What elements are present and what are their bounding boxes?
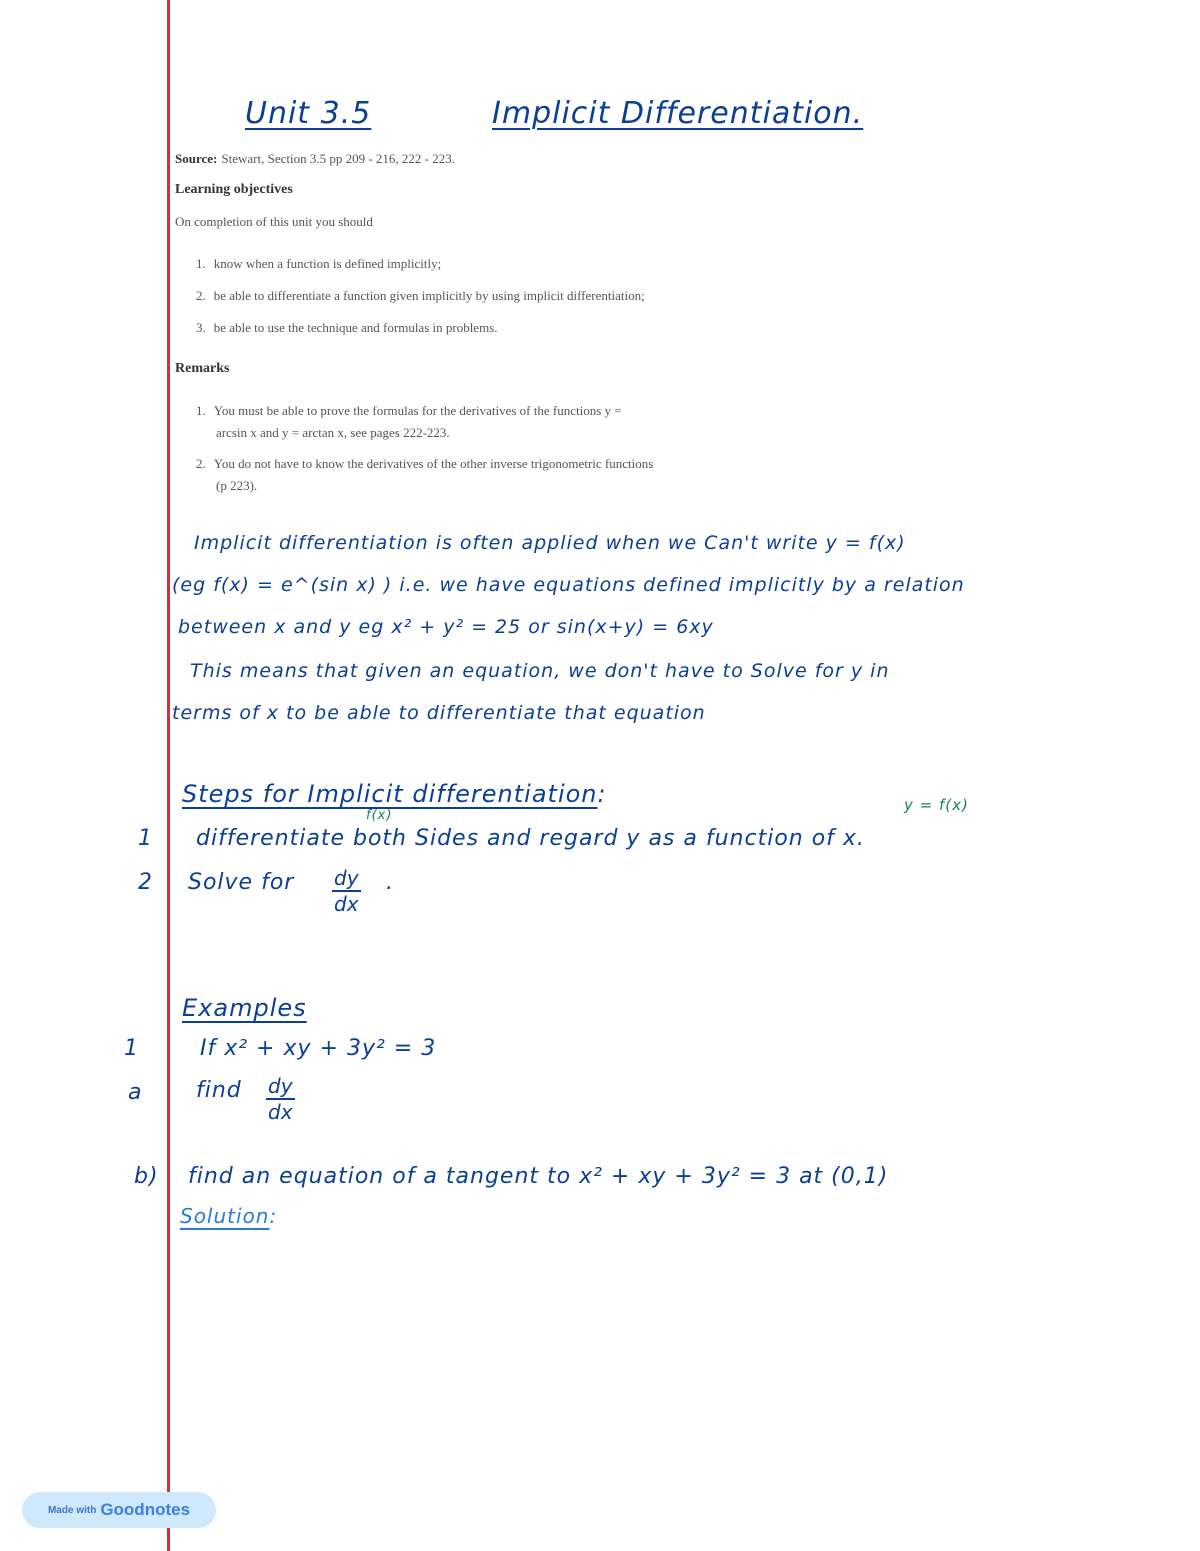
note-line: between x and y eg x² + y² = 25 or sin(x+y) = 6xy [178, 616, 714, 638]
part-a-text: find [196, 1078, 242, 1103]
topic-title: Implicit Differentiation. [492, 96, 864, 131]
step-number: 2 [138, 870, 153, 895]
step-number: 1 [138, 826, 153, 851]
example-number: 1 [124, 1036, 139, 1061]
unit-title: Unit 3.5 [245, 96, 372, 131]
note-line: This means that given an equation, we don't have to Solve for y in [190, 660, 890, 682]
step-text: Solve for [188, 870, 295, 895]
note-line: (eg f(x) = e^(sin x) ) i.e. we have equations defined implicitly by a relation [172, 574, 965, 596]
source-text: Stewart, Section 3.5 pp 209 - 216, 222 - 223. [221, 151, 455, 166]
solution-label: Solution: [180, 1204, 278, 1228]
part-a-label: a [128, 1080, 143, 1105]
example-equation: If x² + xy + 3y² = 3 [200, 1036, 437, 1061]
objective-item: 2. be able to differentiate a function given implicitly by using implicit differentiation; [196, 288, 645, 303]
green-annotation: y = f(x) [904, 796, 969, 814]
remarks-heading: Remarks [175, 361, 230, 376]
goodnotes-badge [22, 1492, 216, 1528]
remark-item-continuation: arcsin x and y = arctan x, see pages 222-223. [216, 425, 450, 440]
part-b-label: b) [134, 1164, 159, 1189]
goodnotes-logo-text: Goodnotes [100, 1500, 191, 1519]
part-b-text: find an equation of a tangent to x² + xy + 3y² = 3 at (0,1) [188, 1164, 889, 1189]
dy-dx-fraction: $\frac{dy}{dx}$ [334, 866, 359, 916]
source-label: Source: [175, 151, 218, 166]
examples-heading: Examples [182, 994, 307, 1022]
step-period: . [386, 870, 394, 895]
remark-item-continuation: (p 223). [216, 478, 258, 493]
source-line [175, 151, 455, 167]
dy-dx-fraction: $\frac{dy}{dx}$ [268, 1074, 293, 1124]
remark-item: 1. You must be able to prove the formulas for the derivatives of the functions y = [196, 403, 622, 418]
note-line: terms of x to be able to differentiate that equation [172, 702, 706, 724]
notebook-margin-line [167, 0, 170, 1551]
learning-objectives-heading: Learning objectives [175, 182, 293, 197]
steps-heading: Steps for Implicit differentiation: [182, 780, 607, 808]
made-with-text: Made with [47, 1504, 97, 1516]
objective-item: 1. know when a function is defined implicitly; [196, 256, 442, 271]
note-line: Implicit differentiation is often applied when we Can't write y = f(x) [194, 532, 906, 554]
green-annotation: f(x) [366, 808, 393, 823]
objective-item: 3. be able to use the technique and formulas in problems. [196, 320, 498, 335]
learning-intro: On completion of this unit you should [175, 214, 373, 229]
remark-item: 2. You do not have to know the derivatives of the other inverse trigonometric functions [196, 456, 654, 471]
step-text: differentiate both Sides and regard y as a function of x. [196, 826, 865, 851]
